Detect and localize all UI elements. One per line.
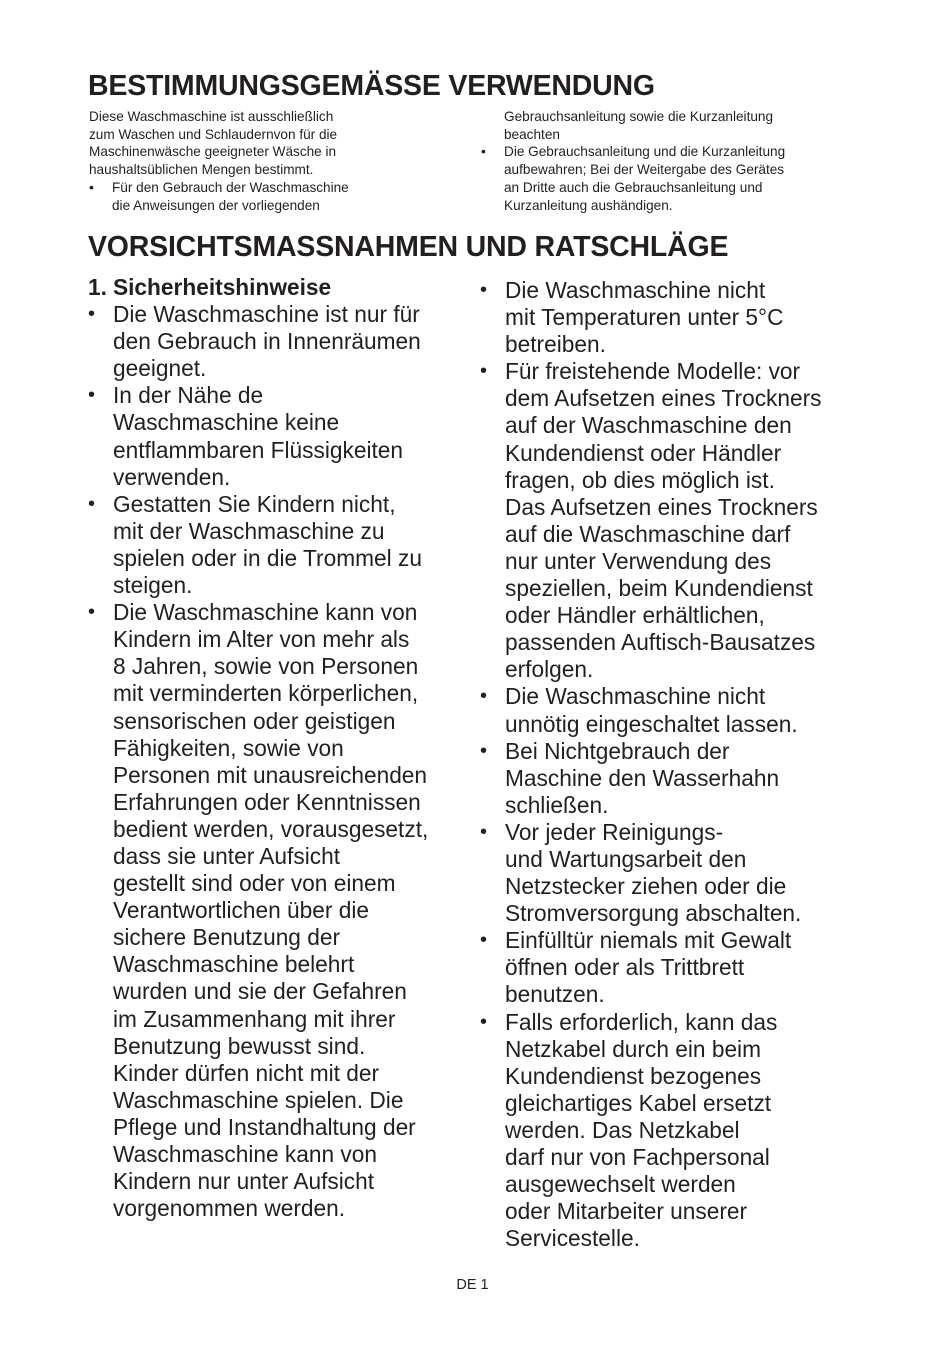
text-line: Kindern im Alter von mehr als [113,626,410,653]
text-line: spielen oder in die Trommel zu [113,544,422,571]
text-line: Waschmaschine belehrt [113,951,355,978]
text-line: oder Mitarbeiter unserer [505,1198,748,1225]
bullet-marker: • [88,303,96,326]
text-line: erfolgen. [505,656,594,683]
text-line: ausgewechselt werden [505,1171,736,1198]
bullet-marker: • [88,601,96,624]
safety-bullet-item [480,683,860,737]
subheading-number: 1. [88,274,107,300]
text-line: Stromversorgung abschalten. [505,900,802,927]
text-line: Für freistehende Modelle: vor [505,358,801,385]
text-line: speziellen, beim Kundendienst [505,575,813,602]
safety-bullet-text [505,1009,777,1252]
text-line: Personen mit unausreichenden [113,761,428,788]
text-line: Für den Gebrauch der Waschmaschine [112,179,349,195]
text-line: Bei Nichtgebrauch der [505,737,730,764]
safety-bullet-item [88,599,468,1222]
text-line: beachten [504,126,560,142]
bullet-marker: • [481,143,486,160]
intro-paragraph [89,108,419,179]
text-line: schließen. [505,791,609,818]
text-line: Maschinenwäsche geeigneter Wäsche in [89,144,337,160]
text-line: Netzkabel durch ein beim [505,1035,761,1062]
text-line: aufbewahren; Bei der Weitergabe des Gerätes [504,162,785,178]
intro-right-column [481,108,861,214]
precautions-right-column [480,277,860,1252]
text-line: Einfülltür niemals mit Gewalt [505,927,792,954]
bullet-marker: • [480,279,488,301]
bullet-marker: • [480,360,488,383]
text-line: auf die Waschmaschine darf [505,520,791,547]
text-line: dass sie unter Aufsicht [113,842,340,869]
text-line: betreiben. [505,331,606,358]
text-line: gestellt sind oder von einem [113,870,396,897]
text-line: darf nur von Fachpersonal [505,1144,770,1170]
safety-bullet-text [113,382,403,489]
text-line: fragen, ob dies möglich ist. [505,466,775,493]
text-line: Falls erforderlich, kann das [505,1008,778,1035]
safety-bullet-item [88,301,468,382]
text-line: Die Waschmaschine kann von [113,599,418,626]
bullet-marker: • [480,1010,488,1033]
bullet-marker: • [480,820,488,843]
text-line: Das Aufsetzen eines Trockners [505,493,818,520]
text-line: Waschmaschine keine [113,409,340,436]
text-line: dem Aufsetzen eines Trockners [505,385,822,412]
text-line: Die Waschmaschine ist nur für [113,301,420,328]
text-line: Pflege und Instandhaltung der [113,1113,416,1140]
text-line: wurden und sie der Gefahren [113,978,407,1005]
text-line: sensorischen oder geistigen [113,707,396,734]
bullet-marker: • [89,178,94,195]
safety-bullet-item [480,927,860,1008]
text-line: Die Waschmaschine nicht [505,683,766,710]
bullet-marker: • [480,929,488,952]
text-line: passenden Auftisch-Bausatzes [505,629,816,656]
intro-bullet-keep-manual [481,143,861,214]
bullet-marker: • [480,685,488,708]
safety-bullet-item [88,382,468,490]
text-line: an Dritte auch die Gebrauchsanleitung und [504,179,763,195]
text-line: Kindern nur unter Aufsicht [113,1168,375,1195]
text-line: gleichartiges Kabel ersetzt [505,1089,772,1116]
text-line: im Zusammenhang mit ihrer [113,1005,396,1032]
intro-left-column [89,108,419,214]
subheading-text: Sicherheitshinweise [113,274,332,300]
text-line: Kundendienst bezogenes [505,1062,762,1089]
text-line: Kurzanleitung aushändigen. [504,197,673,213]
text-line: sichere Benutzung der [113,924,341,951]
text-line: Diese Waschmaschine ist ausschließlich [89,109,334,124]
bullet-marker: • [480,739,488,762]
text-line: steigen. [113,572,193,599]
text-line: Kinder dürfen nicht mit der [113,1059,380,1086]
text-line: mit Temperaturen unter 5°C [505,304,784,331]
text-line: und Wartungsarbeit den [505,845,747,872]
text-line: geeignet. [113,355,207,382]
bullet-marker: • [88,384,96,407]
text-line: Die Waschmaschine nicht [505,277,766,303]
text-line: 8 Jahren, sowie von Personen [113,653,419,680]
intro-bullet-instructions [89,179,419,214]
safety-bullet-item [480,819,860,927]
intro-bullet-text [112,180,349,213]
page-number: DE 1 [456,1277,489,1293]
safety-bullet-text [113,301,421,381]
text-line: Waschmaschine spielen. Die [113,1086,404,1113]
safety-bullet-text [113,599,428,1221]
precautions-left-column [88,274,468,1222]
right-bullet-list [480,277,860,1252]
text-line: auf der Waschmaschine den [505,412,792,439]
text-line: Maschine den Wasserhahn [505,764,780,791]
safety-bullet-item [88,491,468,599]
intro-bullet-continued-text [504,109,773,142]
text-line: Benutzung bewusst sind. [113,1032,366,1059]
safety-bullet-item [480,358,860,683]
text-line: Erfahrungen oder Kenntnissen [113,788,421,815]
safety-bullet-item [480,738,860,819]
text-line: haushaltsüblichen Mengen bestimmt. [89,162,314,178]
text-line: Fähigkeiten, sowie von [113,734,344,761]
safety-bullet-text [505,683,798,736]
intro-bullet-text [504,144,785,212]
text-line: oder Händler erhältlichen, [505,602,765,629]
subheading-safety [88,274,468,301]
text-line: entflammbaren Flüssigkeiten [113,436,404,463]
text-line: Servicestelle. [505,1225,640,1252]
text-line: Vor jeder Reinigungs- [505,818,724,845]
text-line: Gestatten Sie Kindern nicht, [113,490,396,517]
text-line: benutzen. [505,981,605,1008]
text-line: den Gebrauch in Innenräumen [113,328,421,355]
text-line: mit der Waschmaschine zu [113,517,385,544]
safety-bullet-text [505,738,779,818]
text-line: Gebrauchsanleitung sowie die Kurzanleitung [504,109,774,124]
text-line: werden. Das Netzkabel [505,1116,740,1143]
text-line: In der Nähe de [113,382,264,409]
intro-bullet-continued [481,108,861,143]
safety-bullet-item [480,277,860,358]
text-line: bedient werden, vorausgesetzt, [113,815,429,842]
section-title-intended-use: BESTIMMUNGSGEMÄSSE VERWENDUNG [88,70,655,102]
text-line: Kundendienst oder Händler [505,439,782,466]
safety-bullet-text [113,491,422,598]
text-line: die Anweisungen der vorliegenden [112,197,320,213]
safety-bullet-text [505,358,822,682]
section-title-precautions: VORSICHTSMASSNAHMEN UND RATSCHLÄGE [88,231,729,263]
bullet-marker: • [88,492,96,515]
text-line: unnötig eingeschaltet lassen. [505,710,798,737]
text-line: Netzstecker ziehen oder die [505,873,787,900]
text-line: mit verminderten körperlichen, [113,680,419,707]
text-line: öffnen oder als Trittbrett [505,954,745,981]
text-line: Verantwortlichen über die [113,897,370,924]
left-bullet-list [88,301,468,1222]
safety-bullet-text [505,277,784,357]
text-line: vorgenommen werden. [113,1195,346,1222]
safety-bullet-text [505,819,801,926]
text-line: nur unter Verwendung des [505,547,772,574]
text-line: Die Gebrauchsanleitung und die Kurzanleitung [504,144,786,160]
safety-bullet-text [505,927,791,1007]
text-line: zum Waschen und Schlaudernvon für die [89,126,338,142]
text-line: Waschmaschine kann von [113,1141,377,1167]
safety-bullet-item [480,1009,860,1253]
text-line: verwenden. [113,463,231,490]
